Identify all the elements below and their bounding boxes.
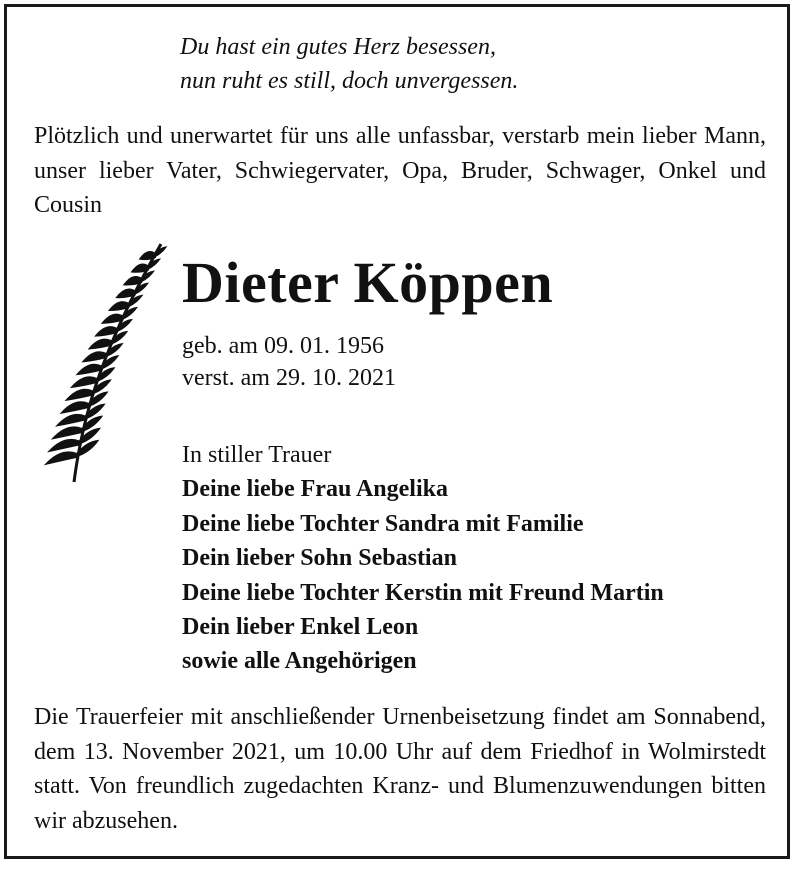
ceremony-text: Die Trauerfeier mit anschließender Urnenbeisetzung findet am Sonnabend, dem 13. November 2021, um 10.00 Uhr auf dem Friedhof in Wolmirstedt statt. Von freundlich zugedachten Kranz- und Blumenzuwendungen bitten wir abzusehen. [34, 704, 766, 834]
poem [180, 30, 518, 98]
mourner-line: Dein lieber Enkel Leon [182, 614, 419, 641]
mourners-list [182, 438, 664, 679]
death-date: verst. am 29. 10. 2021 [182, 365, 396, 391]
poem-line-2: nun ruht es still, doch unvergessen. [180, 68, 519, 94]
intro-text: Plötzlich und unerwartet für uns alle unfassbar, verstarb mein lieber Mann, unser lieber Vater, Schwiegervater, Opa, Bruder, Schwager, Onkel und Cousin [34, 123, 766, 218]
mourning-heading: In stiller Trauer [182, 442, 332, 468]
mourner-line: Deine liebe Tochter Sandra mit Familie [182, 510, 584, 537]
deceased-name: Dieter Köppen [182, 250, 554, 315]
life-dates [182, 330, 396, 394]
mourner-line: Deine liebe Tochter Kerstin mit Freund Martin [182, 579, 664, 606]
mourner-line: Dein lieber Sohn Sebastian [182, 545, 457, 572]
mourner-line: sowie alle Angehörigen [182, 648, 417, 675]
palm-leaf-icon [36, 238, 168, 488]
mourner-line: Deine liebe Frau Angelika [182, 476, 448, 503]
birth-date: geb. am 09. 01. 1956 [182, 333, 384, 359]
poem-line-1: Du hast ein gutes Herz besessen, [180, 34, 496, 60]
